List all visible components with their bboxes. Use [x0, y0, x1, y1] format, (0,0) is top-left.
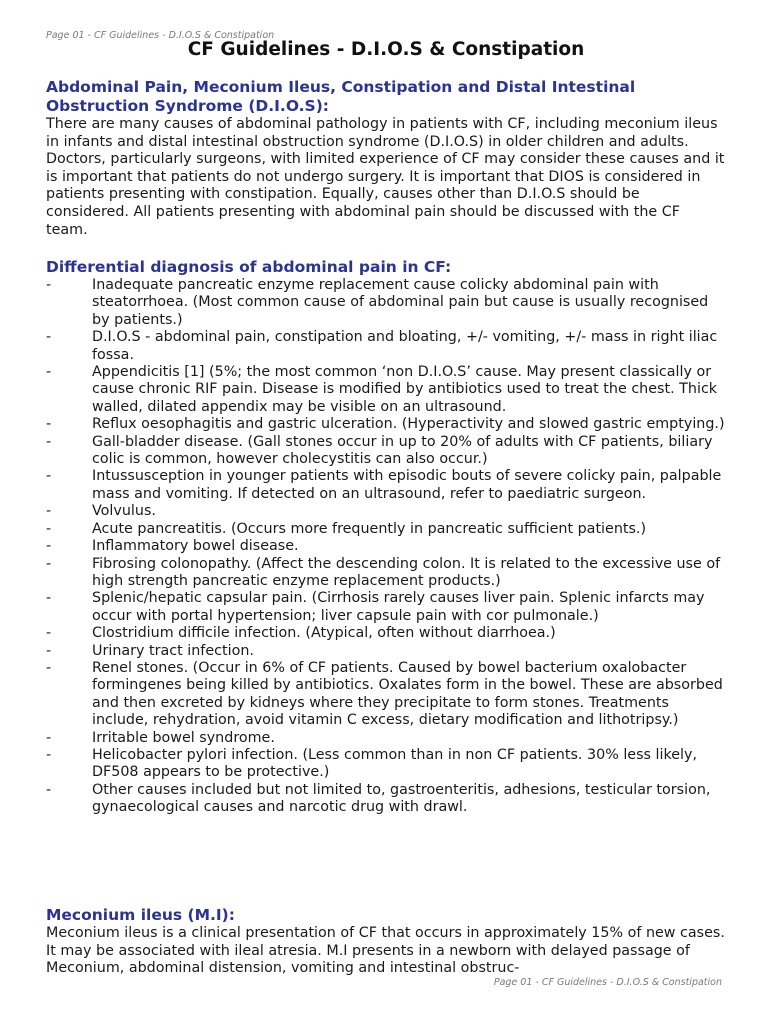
list-item	[46, 730, 726, 747]
bullet-dash: -	[46, 781, 52, 798]
list-item-text: Gall-bladder disease. (Gall stones occur in up to 20% of adults with CF patients, biliary colic is common, however cholecystitis can also occur.)	[92, 433, 713, 468]
bullet-dash: -	[46, 729, 52, 746]
list-item	[46, 503, 726, 520]
section-body-meconium: Meconium ileus is a clinical presentation of CF that occurs in approximately 15% of new cases. It may be associated with ileal atresia. M.I presents in a newborn with delayed passage of Meconium, abdominal distension, vomiting and intestinal obstruc-	[46, 925, 725, 977]
list-item	[46, 660, 726, 730]
section-meconium-ileus	[46, 906, 726, 978]
list-item	[46, 538, 726, 555]
running-footer: Page 01 - CF Guidelines - D.I.O.S & Constipation	[493, 977, 722, 988]
list-item	[46, 521, 726, 538]
section-differential-diagnosis	[46, 258, 726, 817]
bullet-dash: -	[46, 364, 52, 381]
list-item-text: Other causes included but not limited to, gastroenteritis, adhesions, testicular torsion, gynaecological causes and narcotic drug with drawl.	[92, 781, 711, 816]
list-item-text: Volvulus.	[92, 503, 156, 520]
list-item	[46, 625, 726, 642]
bullet-dash: -	[46, 416, 52, 433]
list-item	[46, 364, 726, 416]
bullet-dash: -	[46, 329, 52, 346]
list-item-text: Fibrosing colonopathy. (Affect the descending colon. It is related to the excessive use of high strength pancreatic enzyme replacement products.)	[92, 555, 721, 589]
list-item	[46, 556, 726, 591]
bullet-dash: -	[46, 277, 52, 293]
list-item-text: Appendicitis [1] (5%; the most common ‘non D.I.O.S’ cause. May present classically or cause chronic RIF pain. Disease is modified by antibiotics used to treat the chest. Thick walled, dilated appendix may be visible on an ultrasound.	[92, 364, 718, 415]
list-item-text: Irritable bowel syndrome.	[92, 729, 275, 746]
list-item-text: D.I.O.S - abdominal pain, constipation and bloating, +/- vomiting, +/- mass in right iliac fossa.	[92, 329, 718, 363]
differential-list	[46, 277, 726, 817]
page-title: CF Guidelines - D.I.O.S & Constipation	[187, 39, 585, 60]
list-item-text: Helicobacter pylori infection. (Less common than in non CF patients. 30% less likely, DF508 appears to be protective.)	[92, 746, 698, 781]
bullet-dash: -	[46, 520, 52, 537]
list-item-text: Inflammatory bowel disease.	[92, 538, 299, 555]
list-item	[46, 747, 726, 782]
bullet-dash: -	[46, 746, 52, 763]
list-item	[46, 590, 726, 625]
bullet-dash: -	[46, 555, 52, 572]
bullet-dash: -	[46, 642, 52, 659]
list-item-text: Renel stones. (Occur in 6% of CF patients. Caused by bowel bacterium oxalobacter formingenes being killed by antibiotics. Oxalates form in the bowel. These are absorbed and then excreted by kidneys where they precipitate to form stones. Treatments include, rehydration, avoid vitamin C excess, dietary modification and lithotripsy.)	[92, 659, 723, 729]
list-item	[46, 434, 726, 469]
bullet-dash: -	[46, 590, 52, 607]
list-item-text: Intussusception in younger patients with episodic bouts of severe colicky pain, palpable mass and vomiting. If detected on an ultrasound, refer to paediatric surgeon.	[92, 468, 722, 502]
running-header: Page 01 - CF Guidelines - D.I.O.S & Constipation	[46, 30, 275, 41]
list-item-text: Reflux oesophagitis and gastric ulceration. (Hyperactivity and slowed gastric emptying.)	[92, 416, 725, 433]
bullet-dash: -	[46, 625, 52, 642]
list-item-text: Splenic/hepatic capsular pain. (Cirrhosis rarely causes liver pain. Splenic infarcts may occur with portal hypertension; liver capsule pain with cor pulmonale.)	[92, 590, 705, 624]
bullet-dash: -	[46, 433, 52, 450]
list-item	[46, 468, 726, 503]
list-item	[46, 329, 726, 364]
list-item	[46, 782, 726, 817]
list-item	[46, 416, 726, 433]
list-item	[46, 643, 726, 660]
list-item-text: Inadequate pancreatic enzyme replacement cause colicky abdominal pain with steatorrhoea. (Most common cause of abdominal pain but cause is usually recognised by patients.)	[92, 277, 709, 328]
bullet-dash: -	[46, 468, 52, 485]
list-item	[46, 277, 726, 329]
bullet-dash: -	[46, 538, 52, 555]
list-item-text: Acute pancreatitis. (Occurs more frequently in pancreatic sufficient patients.)	[92, 520, 647, 537]
bullet-dash: -	[46, 503, 52, 520]
bullet-dash: -	[46, 659, 52, 676]
section-heading-meconium: Meconium ileus (M.I):	[46, 906, 235, 924]
list-item-text: Urinary tract infection.	[92, 642, 254, 659]
section-abdominal-pain	[46, 78, 726, 239]
list-item-text: Clostridium difficile infection. (Atypical, often without diarrhoea.)	[92, 625, 556, 642]
section-heading-dios: Abdominal Pain, Meconium Ileus, Constipation and Distal Intestinal Obstruction Syndrome (D.I.O.S):	[46, 78, 636, 115]
section-body-dios: There are many causes of abdominal pathology in patients with CF, including meconium ileus in infants and distal intestinal obstruction syndrome (D.I.O.S) in older children and adults. Doctors, particularly surgeons, with limited experience of CF may consider these causes and it is important that patients do not undergo surgery. It is important that DIOS is considered in patients presenting with constipation. Equally, causes other than D.I.O.S should be considered. All patients presenting with abdominal pain should be discussed with the CF team.	[46, 116, 725, 238]
section-heading-differential: Differential diagnosis of abdominal pain in CF:	[46, 258, 452, 276]
